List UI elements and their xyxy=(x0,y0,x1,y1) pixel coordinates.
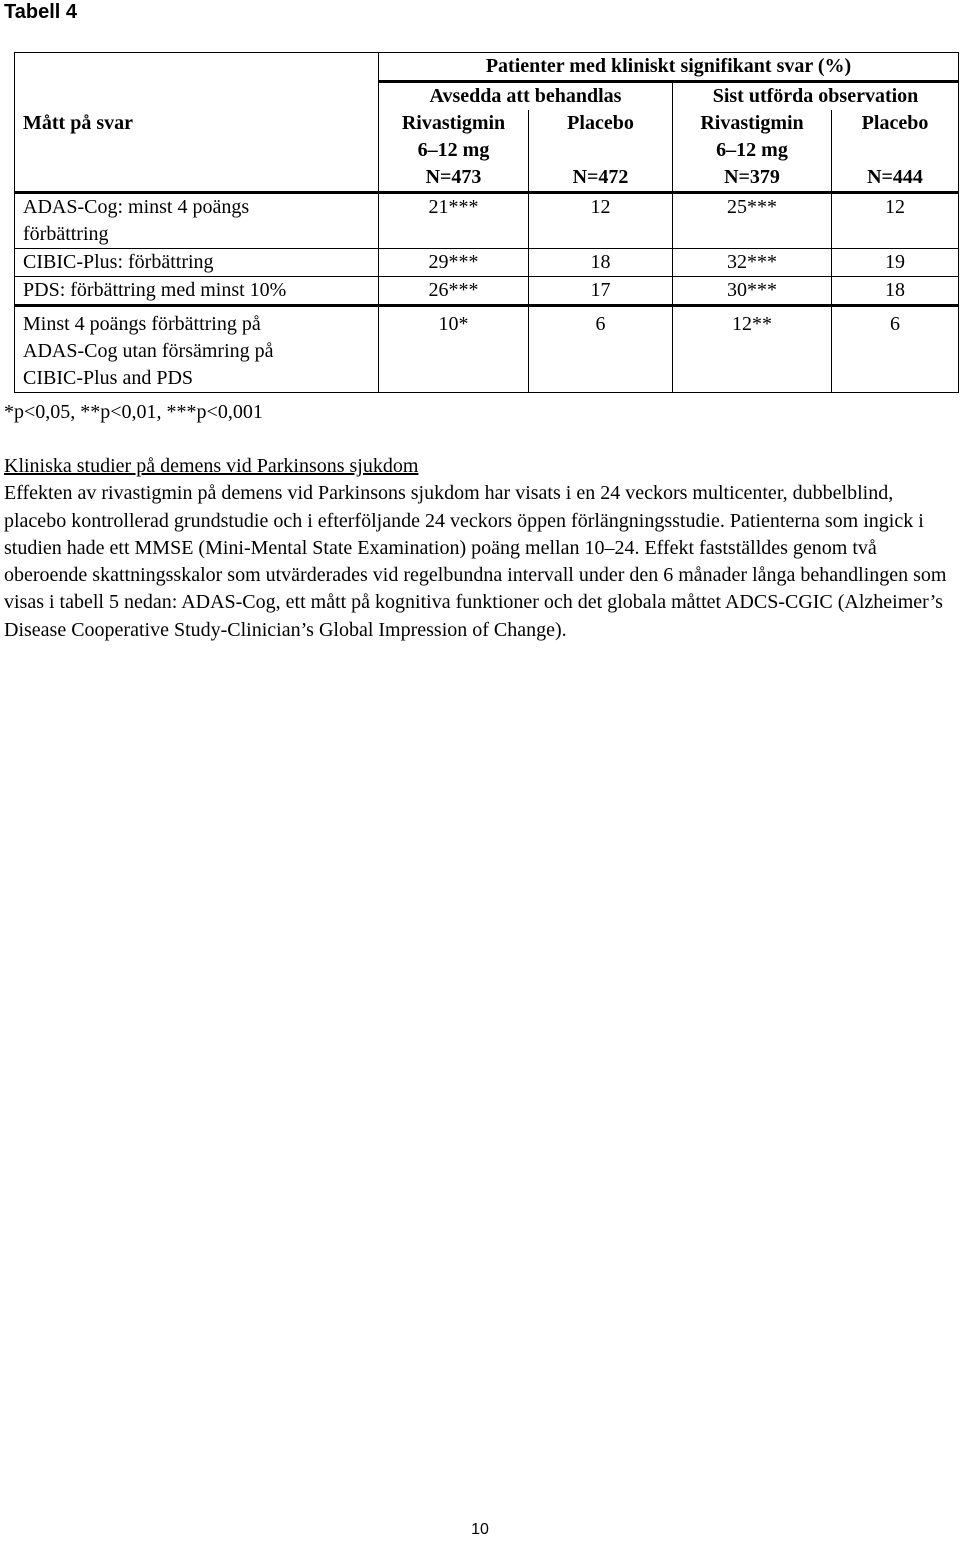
table-row xyxy=(15,249,959,277)
cell-value: 32*** xyxy=(673,249,832,277)
row-label: CIBIC-Plus: förbättring xyxy=(15,249,379,277)
results-table xyxy=(14,52,959,393)
section-body: Effekten av rivastigmin på demens vid Parkinsons sjukdom har visats i en 24 veckors multicenter, dubbelblind, placebo kontrollerad grundstudie och i efterföljande 24 veckors öppen förlängningsstudie. Patienterna som ingick i studien hade ett MMSE (Mini-Mental State Examination) poäng mellan 10–24. Effekt fastställdes genom två oberoende skattningsskalor som utvärderades vid regelbundna intervall under den 6 månader långa behandlingen som visas i tabell 5 nedan: ADAS-Cog, ett mått på kognitiva funktioner och det globala måttet ADCS-CGIC (Alzheimer’s Disease Cooperative Study-Clinician’s Global Impression of Change). xyxy=(4,482,947,641)
column-header-4 xyxy=(832,110,959,193)
table-row xyxy=(15,277,959,306)
column-header-2 xyxy=(529,110,673,193)
table-row xyxy=(15,193,959,249)
cell-value: 30*** xyxy=(673,277,832,306)
parkinson-section xyxy=(4,453,956,644)
column-name: Rivastigmin xyxy=(401,112,506,134)
table-row xyxy=(15,306,959,393)
section-heading: Kliniska studier på demens vid Parkinsons sjukdom xyxy=(4,455,419,477)
cell-value: 12** xyxy=(673,306,832,393)
header-empty-cell xyxy=(15,53,379,82)
header-row-subgroup xyxy=(15,82,959,111)
cell-value: 6 xyxy=(529,306,673,393)
cell-value: 17 xyxy=(529,277,673,306)
cell-value: 12 xyxy=(529,193,673,249)
cell-value: 29*** xyxy=(379,249,529,277)
row-label: ADAS-Cog: minst 4 poängs förbättring xyxy=(15,193,379,249)
column-name: Placebo xyxy=(861,112,929,134)
table-footnote: *p<0,05, **p<0,01, ***p<0,001 xyxy=(4,401,263,423)
column-dose: 6–12 mg xyxy=(716,139,788,161)
column-n: N=444 xyxy=(867,166,923,188)
subgroup-header-itt: Avsedda att behandlas xyxy=(379,82,673,111)
table-title: Tabell 4 xyxy=(4,1,77,23)
header-row-columns xyxy=(15,110,959,193)
cell-value: 21*** xyxy=(379,193,529,249)
cell-value: 18 xyxy=(832,277,959,306)
column-n: N=473 xyxy=(425,166,482,188)
subgroup-header-locf: Sist utförda observation xyxy=(673,82,959,111)
cell-value: 6 xyxy=(832,306,959,393)
column-n: N=379 xyxy=(724,166,780,188)
cell-value: 25*** xyxy=(673,193,832,249)
cell-value: 26*** xyxy=(379,277,529,306)
row-label: PDS: förbättring med minst 10% xyxy=(15,277,379,306)
column-dose: 6–12 mg xyxy=(417,139,490,161)
header-empty-cell xyxy=(15,82,379,111)
cell-value: 18 xyxy=(529,249,673,277)
column-name: Placebo xyxy=(567,112,634,134)
column-header-3 xyxy=(673,110,832,193)
row-header: Mått på svar xyxy=(15,110,379,193)
column-header-1 xyxy=(379,110,529,193)
row-label: Minst 4 poängs förbättring på ADAS-Cog utan försämring på CIBIC-Plus and PDS xyxy=(15,306,379,393)
column-n: N=472 xyxy=(572,166,629,188)
cell-value: 19 xyxy=(832,249,959,277)
column-name: Rivastigmin xyxy=(700,112,804,134)
group-header: Patienter med kliniskt signifikant svar (%) xyxy=(379,53,959,82)
page-number: 10 xyxy=(471,1521,489,1538)
cell-value: 10* xyxy=(379,306,529,393)
cell-value: 12 xyxy=(832,193,959,249)
header-row-group xyxy=(15,53,959,82)
